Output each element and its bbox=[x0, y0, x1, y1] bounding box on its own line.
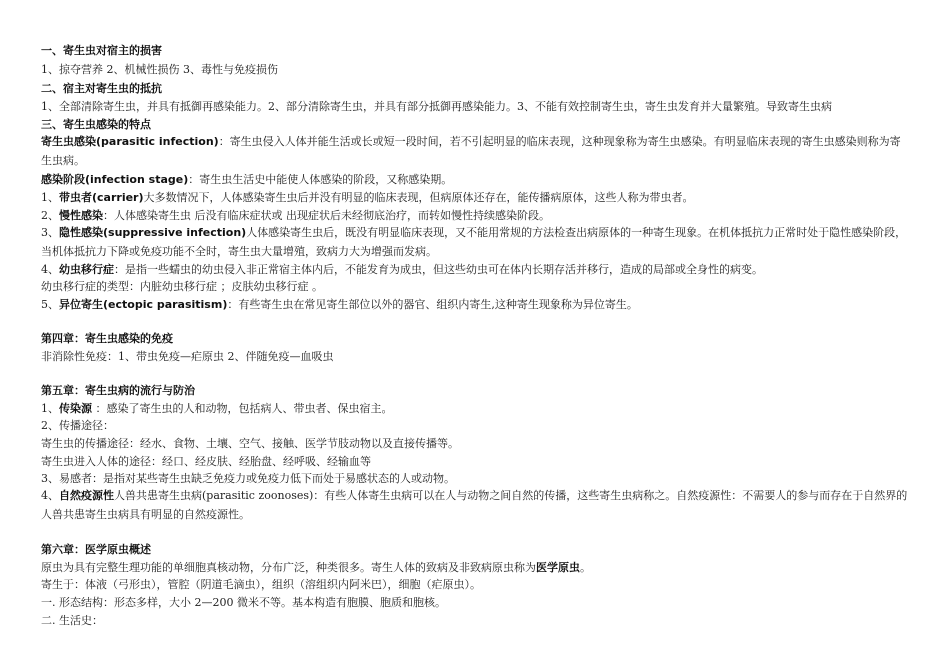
protozoa-intro-end: 。 bbox=[580, 561, 591, 574]
protozoa-life-cycle: 二. 生活史： bbox=[41, 614, 103, 627]
parasitic-infection-paragraph bbox=[41, 133, 911, 170]
section-heading-features: 三、寄生虫感染的特点 bbox=[41, 118, 151, 131]
larva-migrans-definition: ：是指一些蠕虫的幼虫侵入非正常宿主体内后，不能发育为成虫，但这些幼虫可在体内长期存活并移行，造成的局部或全身性的病变。 bbox=[114, 263, 763, 276]
infection-source-term: 传染源 bbox=[59, 402, 92, 415]
infection-source-paragraph bbox=[41, 402, 393, 416]
larva-migrans-term: 幼虫移行症 bbox=[59, 263, 114, 276]
protozoa-intro-text: 原虫为具有完整生理功能的单细胞真核动物，分布广泛，种类很多。寄生人体的致病及非致病原虫称为 bbox=[41, 561, 536, 574]
susceptible-line: 3、易感者：是指对某些寄生虫缺乏免疫力或免疫力低下而处于易感状态的人或动物。 bbox=[41, 472, 455, 485]
ectopic-paragraph bbox=[41, 298, 638, 312]
hidden-number: 3、 bbox=[41, 226, 59, 239]
hidden-infection-definition: 人体感染寄生虫后，既没有明显临床表现，又不能用常规的方法检查出病原体的一种寄生现象。在机体抵抗力正常时处于隐性感染阶段，当机体抵抗力下降或免疫功能不全时，寄生虫大量增殖，致病力大为增强而发病。 bbox=[41, 226, 907, 258]
carrier-number: 1、 bbox=[41, 191, 59, 204]
parasitic-infection-term: 寄生虫感染(parasitic infection) bbox=[41, 135, 219, 148]
chapter4-heading: 第四章：寄生虫感染的免疫 bbox=[41, 332, 173, 345]
hidden-infection-paragraph bbox=[41, 224, 911, 261]
chronic-paragraph bbox=[41, 209, 550, 223]
protozoa-intro bbox=[41, 561, 591, 575]
chronic-number: 2、 bbox=[41, 209, 59, 222]
ectopic-definition: ：有些寄生虫在常见寄生部位以外的器官、组织内寄生,这种寄生现象称为异位寄生。 bbox=[227, 298, 638, 311]
natural-focus-definition: 人兽共患寄生虫病(parasitic zoonoses)：有些人体寄生虫病可以在人与动物之间自然的传播，这些寄生虫病称之。自然疫源性：不需要人的参与而存在于自然界的人兽共患寄生虫病具有明显的自然疫源性。 bbox=[41, 489, 908, 521]
section-heading-resistance: 二、宿主对寄生虫的抵抗 bbox=[41, 82, 162, 95]
infection-source-definition: ：感染了寄生虫的人和动物，包括病人、带虫者、保虫宿主。 bbox=[92, 402, 393, 415]
infection-stage-definition: ：寄生虫生活史中能使人体感染的阶段，又称感染期。 bbox=[188, 173, 453, 186]
resistance-items: 1、全部清除寄生虫，并具有抵御再感染能力。2、部分清除寄生虫，并具有部分抵御再感染能力。3、不能有效控制寄生虫，寄生虫发育并大量繁殖。导致寄生虫病 bbox=[41, 100, 832, 113]
larva-migrans-types: 幼虫移行症的类型：内脏幼虫移行症 ；皮肤幼虫移行症 。 bbox=[41, 280, 323, 293]
hidden-infection-term: 隐性感染(suppressive infection) bbox=[59, 226, 247, 239]
carrier-term: 带虫者(carrier) bbox=[59, 191, 144, 204]
damage-items: 1、掠夺营养 2、机械性损伤 3、毒性与免疫损伤 bbox=[41, 63, 278, 76]
larva-migrans-paragraph bbox=[41, 263, 763, 277]
section-heading-damage: 一、寄生虫对宿主的损害 bbox=[41, 44, 162, 57]
carrier-paragraph bbox=[41, 191, 694, 205]
chronic-term: 慢性感染 bbox=[59, 209, 103, 222]
natural-number: 4、 bbox=[41, 489, 59, 502]
infection-stage-paragraph bbox=[41, 173, 452, 187]
natural-focus-term: 自然疫源性 bbox=[59, 489, 114, 502]
transmission-route-label: 2、传播途径： bbox=[41, 419, 114, 432]
transmission-route-line2: 寄生虫进入人体的途径：经口、经皮肤、经胎盘、经呼吸、经输血等 bbox=[41, 455, 371, 468]
chronic-definition: ：人体感染寄生虫 后没有临床症状或 出现症状后未经彻底治疗，而转如慢性持续感染阶段。 bbox=[103, 209, 550, 222]
transmission-route-line1: 寄生虫的传播途径：经水、食物、土壤、空气、接触、医学节肢动物以及直接传播等。 bbox=[41, 437, 459, 450]
chapter6-heading: 第六章：医学原虫概述 bbox=[41, 543, 151, 556]
protozoa-habitat: 寄生于：体液（弓形虫），管腔（阴道毛滴虫），组织（溶组织内阿米巴），细胞（疟原虫）。 bbox=[41, 578, 481, 591]
protozoa-morphology: 一. 形态结构：形态多样，大小 2—200 微米不等。基本构造有胞膜、胞质和胞核。 bbox=[41, 596, 446, 609]
ectopic-number: 5、 bbox=[41, 298, 59, 311]
natural-focus-paragraph bbox=[41, 487, 911, 524]
ectopic-term: 异位寄生(ectopic parasitism) bbox=[59, 298, 228, 311]
infection-stage-term: 感染阶段(infection stage) bbox=[41, 173, 189, 186]
source-number: 1、 bbox=[41, 402, 59, 415]
chapter4-immunity-line: 非消除性免疫：1、带虫免疫—疟原虫 2、伴随免疫—血吸虫 bbox=[41, 350, 334, 363]
carrier-definition: 大多数情况下，人体感染寄生虫后并没有明显的临床表现，但病原体还存在，能传播病原体，这些人称为带虫者。 bbox=[143, 191, 694, 204]
parasitic-infection-definition: ：寄生虫侵入人体并能生活或长或短一段时间，若不引起明显的临床表现，这种现象称为寄生虫感染。有明显临床表现的寄生虫感染则称为寄生虫病。 bbox=[41, 135, 901, 167]
larva-number: 4、 bbox=[41, 263, 59, 276]
medical-protozoa-term: 医学原虫 bbox=[536, 561, 580, 574]
chapter5-heading: 第五章：寄生虫病的流行与防治 bbox=[41, 384, 195, 397]
